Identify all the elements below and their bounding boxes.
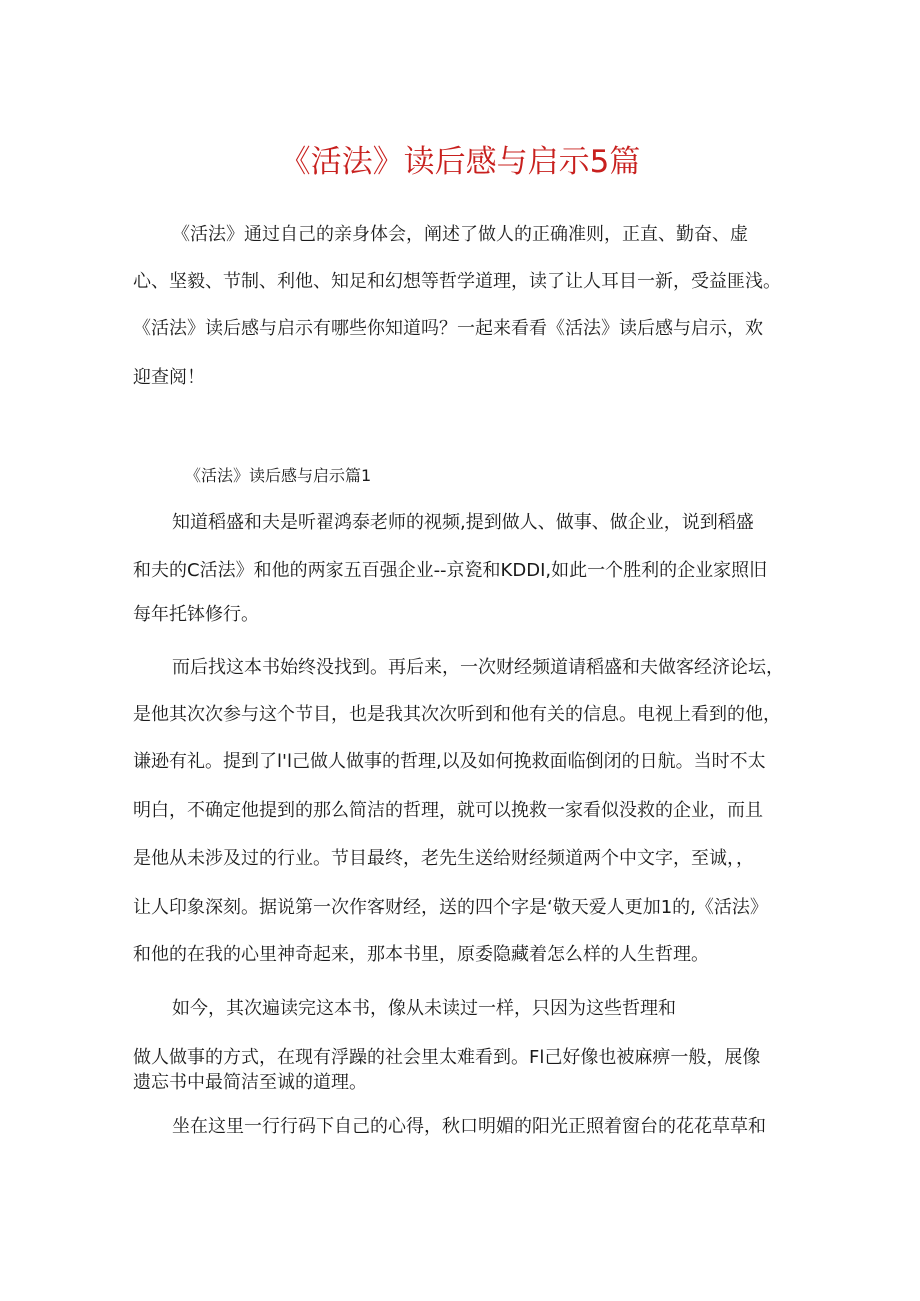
paragraph2-line-3: 谦逊有礼。提到了l'l己做人做事的哲理,以及如何挽救面临倒闭的日航。当时不太 — [133, 751, 766, 772]
paragraph2-line-7: 和他的在我的心里神奇起来，那本书里，原委隐藏着怎么样的人生哲理。 — [133, 944, 709, 965]
intro-line-4: 迎查阅！ — [133, 367, 205, 388]
paragraph2-line-2: 是他其次次参与这个节目，也是我其次次听到和他有关的信息。电视上看到的他， — [133, 704, 781, 725]
document-title: 《活法》读后感与启示5篇 — [279, 144, 641, 180]
intro-line-1: 《活法》通过自己的亲身体会，阐述了做人的正确准则，正直、勤奋、虚 — [172, 224, 748, 245]
section-heading: 《活法》读后感与启示篇1 — [185, 466, 372, 485]
intro-line-3: 《活法》读后感与启示有哪些你知道吗？一起来看看《活法》读后感与启示，欢 — [133, 318, 763, 339]
paragraph4-line-1: 坐在这里一行行码下自己的心得，秋口明媚的阳光正照着窗台的花花草草和 — [172, 1116, 766, 1137]
paragraph1-line-3: 每年托钵修行。 — [133, 604, 259, 625]
paragraph1-line-2: 和夫的C活法》和他的两家五百强企业--京瓷和KDDI,如此一个胜利的企业家照旧 — [133, 560, 768, 581]
paragraph2-line-1: 而后找这本书始终没找到。再后来，一次财经频道请稻盛和夫做客经济论坛， — [172, 657, 784, 678]
paragraph1-line-1: 知道稻盛和夫是听翟鸿泰老师的视频,提到做人、做事、做企业，说到稻盛 — [172, 512, 754, 533]
paragraph3-line-2: 做人做事的方式，在现有浮躁的社会里太难看到。Fl己好像也被麻痹一般，展像 — [133, 1047, 761, 1068]
paragraph3-line-3: 遗忘书中最简洁至诚的道理。 — [133, 1072, 367, 1093]
paragraph2-line-6: 让人印象深刻。据说第一次作客财经，送的四个字是‘敬天爱人更加1的,《活法》 — [133, 897, 768, 918]
paragraph2-line-4: 明白，不确定他提到的那么简洁的哲理，就可以挽救一家看似没救的企业，而且 — [133, 800, 763, 821]
intro-line-2: 心、坚毅、节制、利他、知足和幻想等哲学道理，读了让人耳目一新，受益匪浅。 — [133, 271, 781, 292]
paragraph2-line-5: 是他从未涉及过的行业。节目最终，老先生送给财经频道两个中文字，至诚，， — [133, 848, 754, 869]
paragraph3-line-1: 如今，其次遍读完这本书，像从未读过一样，只因为这些哲理和 — [172, 998, 676, 1019]
